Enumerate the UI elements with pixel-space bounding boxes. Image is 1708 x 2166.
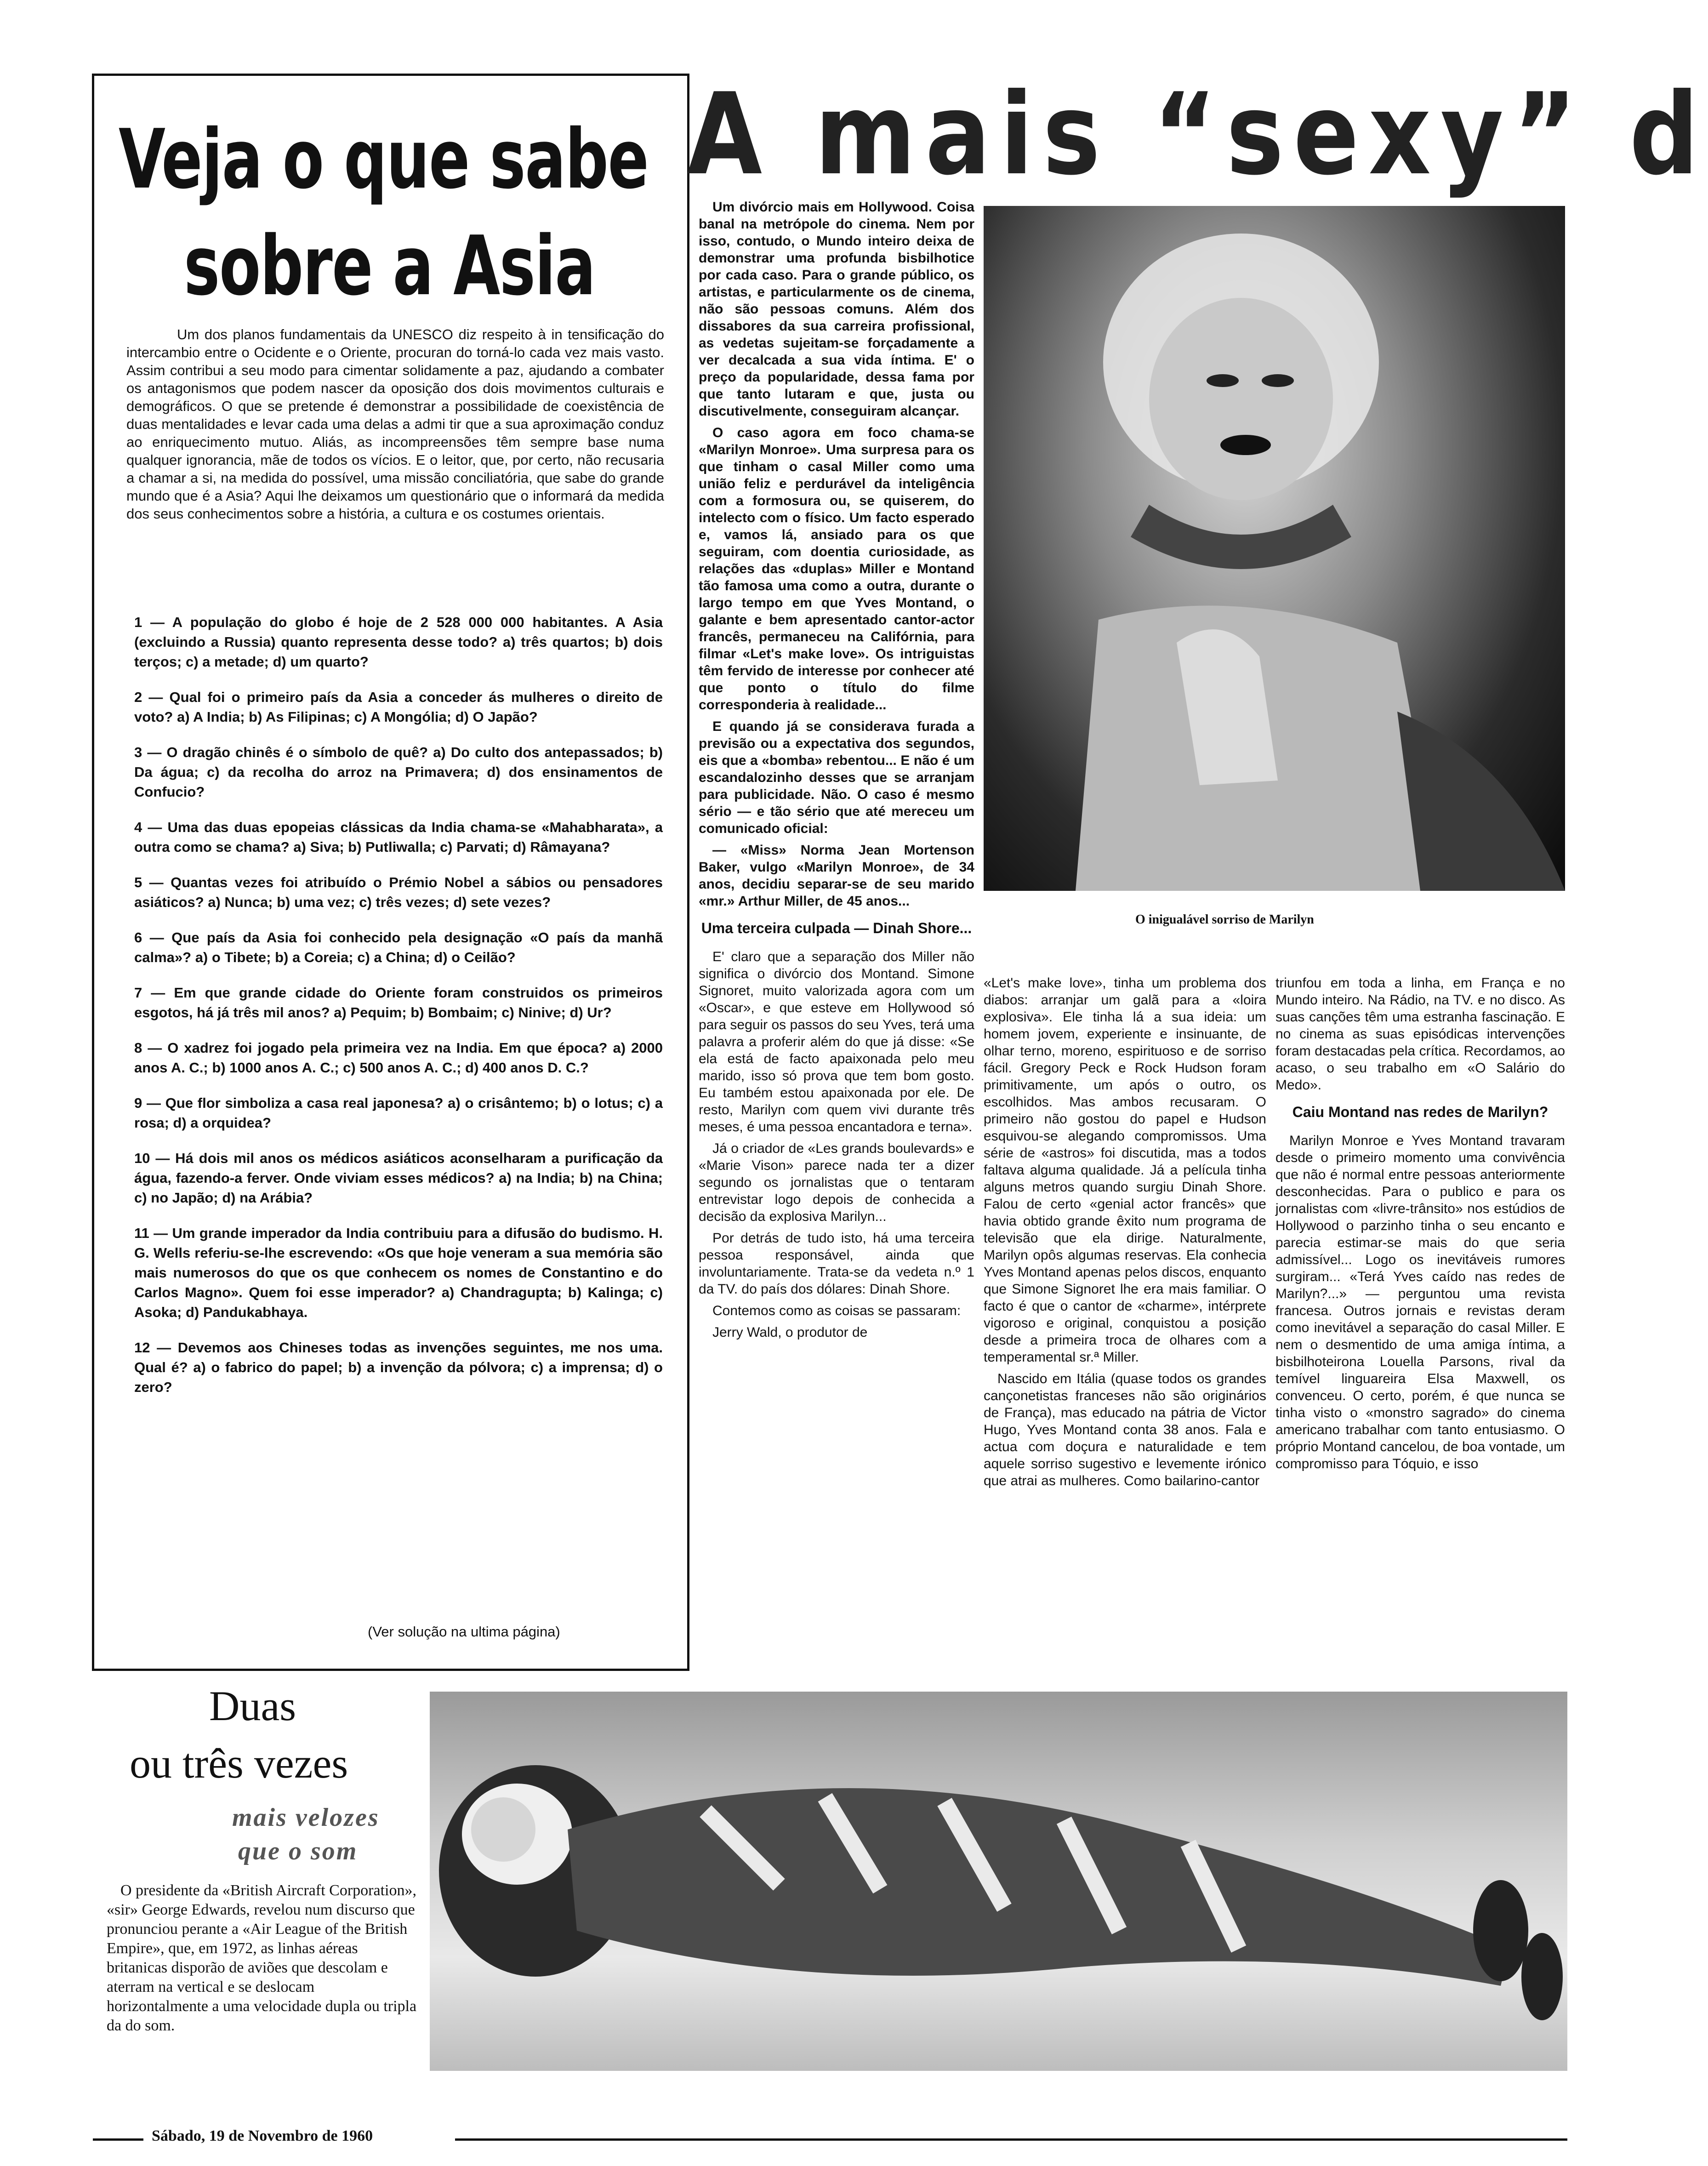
portrait-figure [984, 206, 1565, 891]
col1-paragraph-3: E quando já se considerava furada a previsão ou a expectativa dos segundos, eis que a «bomba» rebentou... E não é um escandalozinho desses que se arranjam para publicidade. Não. O caso é mesmo sério — e tão sério que até mereceu um comunicado oficial: [699, 719, 974, 836]
quiz-title-line1: Veja o que sabe [119, 112, 649, 207]
quiz-solution-note: (Ver solução na ultima página) [368, 1624, 560, 1640]
question-9: 9 — Que flor simboliza a casa real japonesa? a) o crisântemo; b) o lotus; c) a rosa; d) a orquidea? [134, 1095, 663, 1131]
question-11: 11 — Um grande imperador da India contribuiu para a difusão do budismo. H. G. Wells referiu-se-lhe escrevendo: «Os que hoje veneram a sua memória são mais numerosos do que os que conhecem os nomes de Constantino e do Carlos Magno». Quem foi esse imperador? a) Chandragupta; b) Kalinga; c) Asoka; d) Pandukabhaya. [134, 1225, 663, 1320]
col3-paragraph-1: triunfou em toda a linha, em França e no Mundo inteiro. Na Rádio, na TV. e no disco. As suas canções têm uma estranha fascinação. E no cinema as suas episódicas intervenções foram destacadas pela crítica. Recordamos, ao acaso, o seu trabalho em «O Salário do Medo». [1275, 975, 1565, 1093]
question-1: 1 — A população do globo é hoje de 2 528 000 000 habitantes. A Asia (excluindo a Russia) quanto representa desse todo? a) três quartos; b) dois terços; c) a metade; d) um quarto? [134, 614, 663, 670]
subhead-terceira-culpada: Uma terceira culpada — Dinah Shore... [701, 920, 972, 936]
subhead-caiu-montand: Caiu Montand nas redes de Marilyn? [1292, 1104, 1549, 1120]
aviation-subtitle-line2: que o som [238, 1837, 358, 1865]
question-10: 10 — Há dois mil anos os médicos asiáticos aconselharam a purificação da água, fazendo-a ferver. Onde viviam esses médicos? a) na India; b) na China; c) no Japão; d) na Arábia? [134, 1150, 663, 1206]
question-2: 2 — Qual foi o primeiro país da Asia a conceder ás mulheres o direito de voto? a) A India; b) As Filipinas; c) A Mongólia; d) O Japão? [134, 689, 663, 725]
question-8: 8 — O xadrez foi jogado pela primeira vez na India. Em que época? a) 2000 anos A. C.; b) 1000 anos A. C.; c) 500 anos A. C.; d) 400 anos D. C.? [134, 1040, 663, 1076]
question-4: 4 — Uma das duas epopeias clássicas da India chama-se «Mahabharata», a outra como se chama? a) Siva; b) Putliwalla; c) Parvati; d) Râmayana? [134, 819, 663, 855]
portrait-caption: O inigualável sorriso de Marilyn [1135, 912, 1314, 927]
col1-paragraph-4: — «Miss» Norma Jean Mortenson Baker, vulgo «Marilyn Monroe», de 34 anos, decidiu separar-se de seu marido «mr.» Arthur Miller, de 45 anos... [699, 843, 974, 909]
question-3: 3 — O dragão chinês é o símbolo de quê? a) Do culto dos antepassados; b) Da água; c) da recolha do arroz na Primavera; d) dos ensinamentos de Confucio? [134, 744, 663, 800]
marilyn-portrait-photo [984, 206, 1565, 891]
col1-paragraph-2: O caso agora em foco chama-se «Marilyn Monroe». Uma surpresa para os que tinham o casal Miller como uma união feliz e perdurável da inteligência com a formosura ou, se quiserem, do intelecto com o físico. Um facto esperado e, vamos lá, ansiado para os que seguiram, com doentia curiosidade, as relações das «duplas» Miller e Montand tão famosa uma como a outra, durante o largo tempo em que Yves Montand, o galante e bem apresentado cantor-actor francês, permaneceu na Califórnia, para filmar «Let's make love». Os intriguistas têm fervido de interesse por conhecer até que ponto o título do filme corresponderia à realidade... [699, 425, 974, 712]
quiz-intro: Um dos planos fundamentais da UNESCO diz respeito à in tensificação do intercambio entre o Ocidente e o Oriente, procuran do torná-lo cada vez mais vasto. Assim contribui a seu modo para cimentar solidamente a paz, ajudando a combater os antagonismos que podem nascer da oposição dos dois movimentos culturais e demográficos. O que se pretende é demonstrar a possibilidade de coexistência de duas mentalidades e levar cada uma delas a admi tir que a sua aproximação conduz ao enriquecimento mutuo. Aliás, as incompreensões têm sempre base numa qualquer ignorancia, mãe de todos os vícios. E o leitor, que, por certo, não recusaria a chamar a si, na medida do possível, uma missão conciliatória, que sabe do grande mundo que é a Asia? Aqui lhe deixamos um questionário que o informará da medida dos seus conhecimentos sobre a história, a cultura e os costumes orientais. [126, 326, 664, 522]
aviation-title-line1: Duas [209, 1682, 296, 1729]
reclining-figure [430, 1692, 1567, 2071]
quiz-questions [134, 612, 663, 1413]
question-7: 7 — Em que grande cidade do Oriente foram construidos os primeiros esgotos, há já três mil anos? a) Pequim; b) Bombaim; c) Ninive; d) Ur? [134, 985, 663, 1020]
marilyn-column-3 [1275, 975, 1565, 1477]
footer-date: Sábado, 19 de Novembro de 1960 [152, 2127, 373, 2144]
marilyn-column-2 [984, 975, 1266, 1494]
aviation-title-line2: ou três vezes [130, 1740, 348, 1787]
footer-rule-right [455, 2138, 1567, 2141]
col1b-paragraph-1: E' claro que a separação dos Miller não significa o divórcio dos Montand. Simone Signoret, muito valorizada agora com um «Oscar», e que esteve em Hollywood só para seguir os passos do seu Yves, terá uma palavra a proferir além do que já disse: «Se ela está de facto apaixonada pelo meu marido, isso só prova que tem bom gosto. Eu também estou apaixonada por ele. De resto, Marilyn com quem vivi durante três meses, é uma pessoa encantadora e terna». [699, 949, 974, 1134]
col1-paragraph-1: Um divórcio mais em Hollywood. Coisa banal na metrópole do cinema. Nem por isso, contudo, o Mundo inteiro deixa de demonstrar uma profunda bisbilhotice por cada caso. Para o grande público, os artistas, e particularmente os de cinema, não são pessoas comuns. Além dos dissabores da sua carreira profissional, as vedetas sujeitam-se forçadamente a ver decalcada a sua vida íntima. E' o preço da popularidade, dessa fama por que tanto lutaram e que, justa ou discutivelmente, conseguiram alcançar. [699, 200, 974, 419]
col1b-paragraph-5: Jerry Wald, o produtor de [712, 1325, 868, 1340]
marilyn-headline: A mais “sexy” d [687, 69, 1708, 200]
quiz-title-line2: sobre a Asia [184, 218, 595, 314]
col1b-paragraph-3: Por detrás de tudo isto, há uma terceira pessoa responsável, ainda que involuntariamente. Trata-se da vedeta n.º 1 da TV. do país dos dólares: Dinah Shore. [699, 1231, 974, 1297]
aviation-subtitle-line1: mais velozes [232, 1803, 380, 1832]
footer-rule-left [93, 2138, 143, 2141]
reclining-marilyn-photo [430, 1692, 1567, 2071]
aviation-body: O presidente da «British Aircraft Corporation», «sir» George Edwards, revelou num discurso que pronunciou perante a «Air League of the British Empire», que, em 1972, as linhas aéreas britanicas disporão de aviões que descolam e aterram na vertical e se deslocam horizontalmente a uma velocidade dupla ou tripla da do som. [107, 1882, 417, 2034]
col2-paragraph-1: «Let's make love», tinha um problema dos diabos: arranjar um galã para a «loira explosiva». Ele tinha lá a sua ideia: um homem jovem, experiente e insinuante, de olhar terno, moreno, espirituoso e de sorriso fácil. Gregory Peck e Rock Hudson foram primitivamente, um após o outro, os escolhidos. Mas ambos recusaram. O primeiro não gostou do papel e Hudson esquivou-se alegando compromissos. Uma série de «astros» foi discutida, mas a todos faltava alguma qualidade. Já a película tinha alguns metros quando surgiu Dinah Shore. Falou de certo «genial actor francês» que havia obtido grande êxito num programa de televisão que ela dirige. Naturalmente, Marilyn opôs algumas reservas. Ela conhecia Yves Montand apenas pelos discos, enquanto que Simone Signoret lhe era mais familiar. O facto é que o cantor de «charme», intérprete vigoroso e original, conquistou a posição desde a primeira troca de olhares com a temperamental sr.ª Miller. [984, 975, 1266, 1365]
question-5: 5 — Quantas vezes foi atribuído o Prémio Nobel a sábios ou pensadores asiáticos? a) Nunca; b) uma vez; c) três vezes; d) sete vezes? [134, 874, 663, 910]
col2-paragraph-2: Nascido em Itália (quase todos os grandes cançonetistas franceses não são originários de França), mas educado na pátria de Victor Hugo, Yves Montand conta 38 anos. Fala e actua com doçura e naturalidade e tem aquele sorriso sugestivo e levemente irónico que atrai as mulheres. Como bailarino-cantor [984, 1371, 1266, 1488]
col1b-paragraph-2: Já o criador de «Les grands boulevards» e «Marie Vison» parece nada ter a dizer segundo os jornalistas que o tentaram entrevistar logo depois de conhecida a decisão da explosiva Marilyn... [699, 1141, 974, 1224]
question-12: 12 — Devemos aos Chineses todas as invenções seguintes, me nos uma. Qual é? a) o fabrico do papel; b) a invenção da pólvora; c) a imprensa; d) o zero? [134, 1340, 663, 1395]
col1b-paragraph-4: Contemos como as coisas se passaram: [712, 1303, 961, 1318]
col3b-paragraph-1: Marilyn Monroe e Yves Montand travaram desde o primeiro momento uma convivência que não é normal entre pessoas anteriormente desconhecidas. Para o publico e para os jornalistas com «livre-trânsito» nos estúdios de Hollywood o parzinho tinha o seu encanto e parecia estimar-se mais do que seria admissível... Logo os inevitáveis rumores surgiram... «Terá Yves caído nas redes de Marilyn?...» — perguntou uma revista francesa. Outros jornais e revistas deram como inevitável a separação do casal Miller. E nem o desmentido de uma amiga íntima, a bisbilhoteirona Louella Parsons, rival da temível linguareira Elsa Maxwell, os convenceu. O certo, porém, é que nunca se tinha visto o «monstro sagrado» do cinema americano trabalhar com tanto entusiasmo. O próprio Montand cancelou, de boa vontade, um compromisso para Tóquio, e isso [1275, 1133, 1565, 1471]
marilyn-column-1 [699, 199, 974, 1345]
question-6: 6 — Que país da Asia foi conhecido pela designação «O país da manhã calma»? a) o Tibete; b) a Coreia; c) a China; d) o Ceilão? [134, 929, 663, 965]
